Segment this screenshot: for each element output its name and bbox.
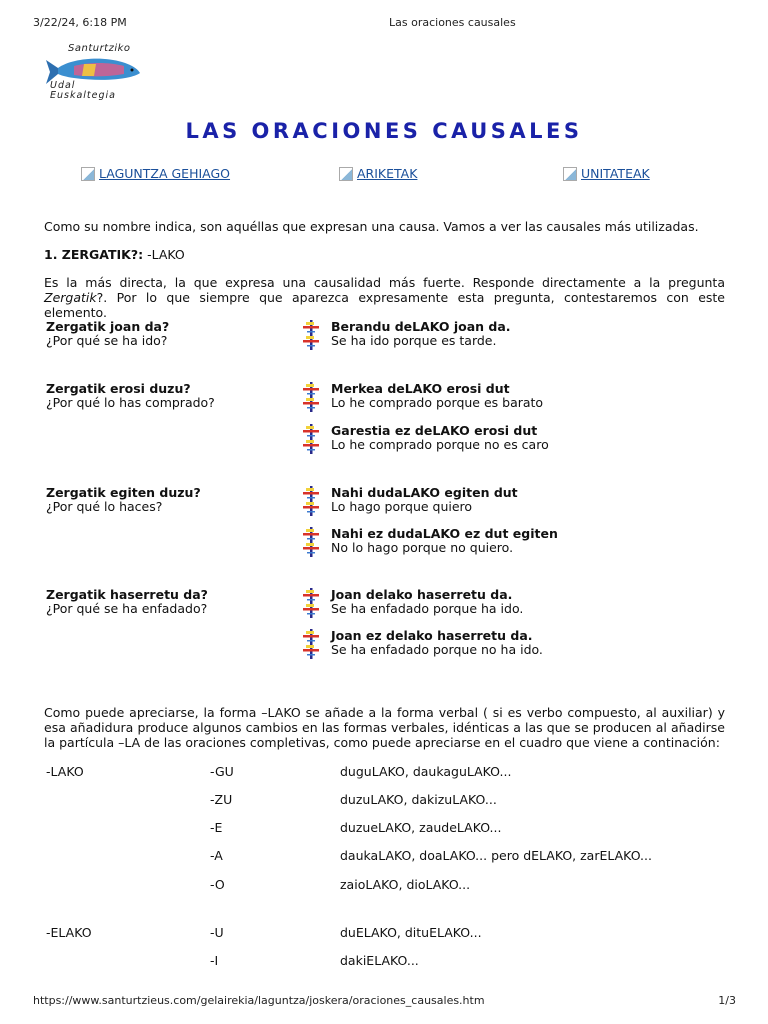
section-text-em: Zergatik [44,290,97,305]
question-eu: Zergatik egiten duzu? [46,485,201,500]
table-cell-ending: -U [210,925,224,940]
explanation-paragraph: Como puede apreciarse, la forma –LAKO se añade a la forma verbal ( si es verbo compuesto, al auxiliar) y esa añadidura produce algunos cambios en las formas verbales, idénticas a las que se producen al añadirse la partícula –LA de las oraciones completivas, como puede apreciarse en el cuadro que viene a continación: [44,705,725,750]
answer-block [331,527,558,555]
broken-image-icon [563,167,577,181]
answer-eu: Garestia ez deLAKO erosi dut [331,423,538,438]
question-block [46,320,169,348]
table-cell-examples: duELAKO, dituELAKO... [340,925,482,940]
section-paragraph [44,275,725,320]
table-cell-ending: -A [210,848,223,863]
table-cell-examples: duguLAKO, daukaguLAKO... [340,764,512,779]
answer-block [331,588,523,616]
answer-eu: Joan delako haserretu da. [331,587,513,602]
answer-eu: Joan ez delako haserretu da. [331,628,533,643]
table-cell-ending: -E [210,820,223,835]
question-eu: Zergatik joan da? [46,319,170,334]
answer-block [331,424,549,452]
nav-link-label: LAGUNTZA GEHIAGO [99,166,231,181]
nav-link-label: ARIKETAK [357,166,418,181]
answer-block [331,629,543,657]
print-datetime: 3/22/24, 6:18 PM [33,16,127,29]
table-cell-examples: zaioLAKO, dioLAKO... [340,877,471,892]
intro-text: Como su nombre indica, son aquéllas que expresan una causa. Vamos a ver las causales más utilizadas. [44,219,699,234]
cross-bullet-icon [303,382,319,412]
logo-text-2: Udal [50,80,76,91]
table-cell-examples: daukaLAKO, doaLAKO... pero dELAKO, zarELAKO... [340,848,652,863]
table-cell-examples: dakiELAKO... [340,953,419,968]
broken-image-icon [339,167,353,181]
question-es: ¿Por qué se ha ido? [46,333,168,348]
question-block [46,382,215,410]
question-es: ¿Por qué lo has comprado? [46,395,215,410]
section-heading [44,247,725,262]
section-heading-suffix: -LAKO [147,247,185,262]
logo-text-1: Santurtziko [68,43,131,54]
answer-es: Se ha enfadado porque ha ido. [331,601,524,616]
nav-link-ariketak[interactable] [339,166,417,181]
answer-eu: Nahi ez dudaLAKO ez dut egiten [331,526,558,541]
answer-eu: Nahi dudaLAKO egiten dut [331,485,518,500]
cross-bullet-icon [303,588,319,618]
answer-block [331,320,511,348]
table-cell-suffix: -ELAKO [46,925,92,940]
answer-block [331,382,543,410]
table-cell-ending: -ZU [210,792,233,807]
table-cell-examples: duzueLAKO, zaudeLAKO... [340,820,502,835]
answer-es: No lo hago porque no quiero. [331,540,514,555]
table-cell-ending: -I [210,953,219,968]
table-cell-examples: duzuLAKO, dakizuLAKO... [340,792,497,807]
question-eu: Zergatik haserretu da? [46,587,208,602]
answer-block [331,486,518,514]
broken-image-icon [81,167,95,181]
cross-bullet-icon [303,320,319,350]
question-es: ¿Por qué lo haces? [46,499,163,514]
table-cell-ending: -O [210,877,225,892]
answer-es: Lo he comprado porque no es caro [331,437,549,452]
cross-bullet-icon [303,424,319,454]
table-cell-ending: -GU [210,764,234,779]
nav-link-laguntza[interactable] [81,166,230,181]
section-text-a: Es la más directa, la que expresa una causalidad más fuerte. Responde directamente a la pregunta [44,275,725,290]
question-eu: Zergatik erosi duzu? [46,381,191,396]
print-page-title: Las oraciones causales [389,16,516,29]
question-es: ¿Por qué se ha enfadado? [46,601,208,616]
print-page-number: 1/3 [718,994,736,1007]
section-heading-bold: 1. ZERGATIK?: [44,247,144,262]
answer-es: Lo hago porque quiero [331,499,473,514]
question-block [46,486,201,514]
answer-eu: Merkea deLAKO erosi dut [331,381,510,396]
cross-bullet-icon [303,486,319,516]
answer-es: Lo he comprado porque es barato [331,395,544,410]
section-text-b: ?. Por lo que siempre que aparezca expresamente esta pregunta, contestaremos con este elemento. [44,290,725,320]
cross-bullet-icon [303,527,319,557]
page-heading: LAS ORACIONES CAUSALES [185,119,583,143]
answer-es: Se ha ido porque es tarde. [331,333,497,348]
answer-eu: Berandu deLAKO joan da. [331,319,511,334]
nav-link-unitateak[interactable] [563,166,650,181]
cross-bullet-icon [303,629,319,659]
logo [44,44,144,104]
answer-es: Se ha enfadado porque no ha ido. [331,642,543,657]
print-url: https://www.santurtzieus.com/gelairekia/laguntza/joskera/oraciones_causales.htm [33,994,485,1007]
question-block [46,588,208,616]
logo-text-3: Euskaltegia [50,90,116,101]
table-cell-suffix: -LAKO [46,764,84,779]
nav-link-label: UNITATEAK [581,166,650,181]
